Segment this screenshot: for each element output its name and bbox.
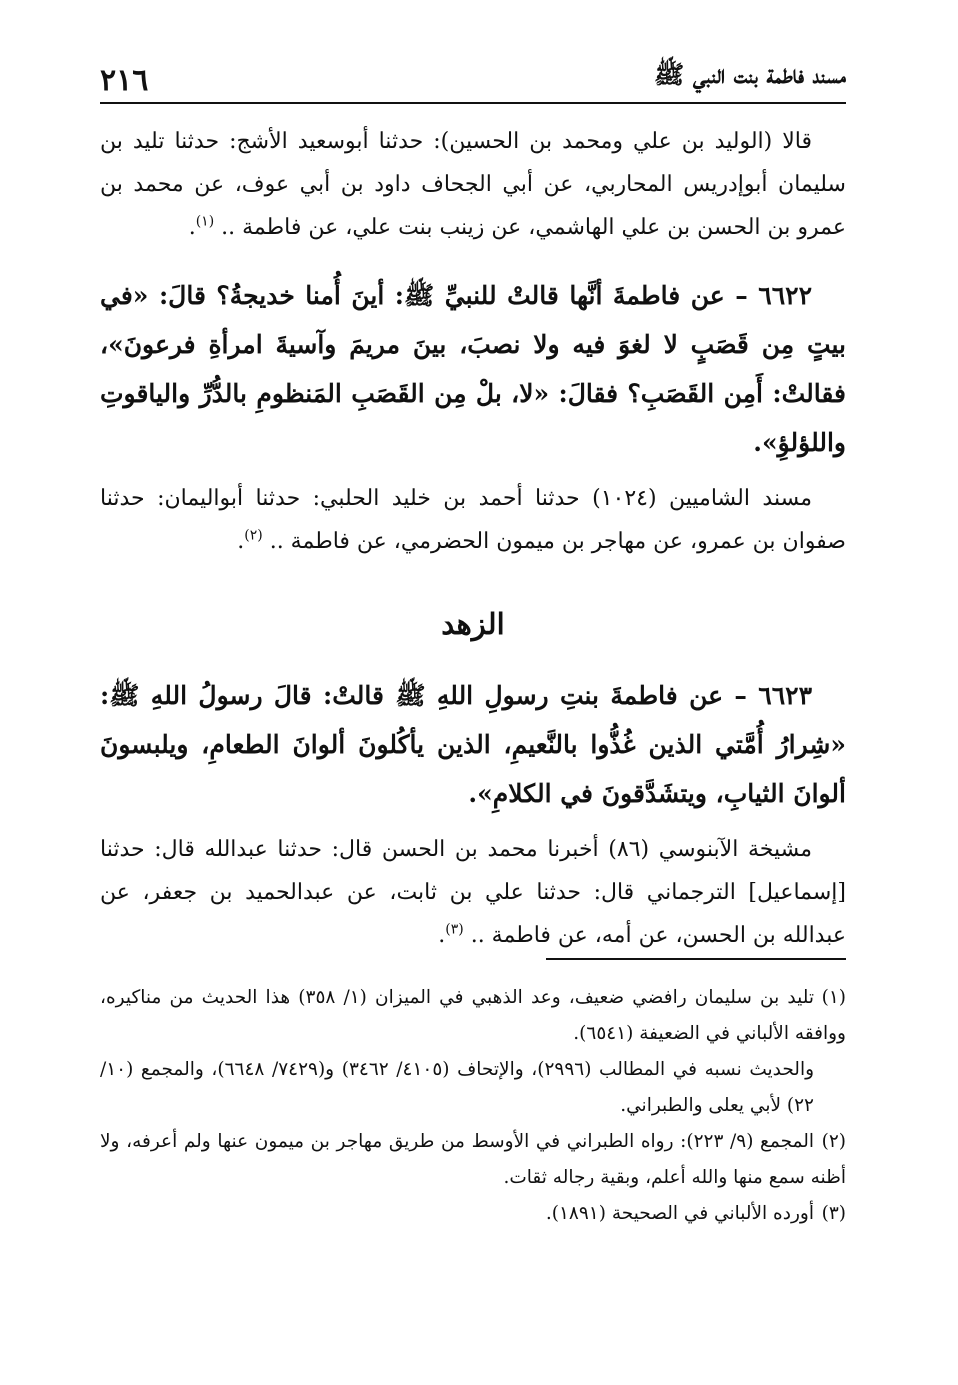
isnad-paragraph-6623 bbox=[100, 828, 846, 957]
footnote-1-continuation: والحديث نسبه في المطالب (٢٩٩٦)، والإتحاف (٤١٠٥/ ٣٤٦٢) و(٧٤٢٩/ ٦٦٤٨)، والمجمع (١٠/ ٢٢) لأبي يعلى والطبراني. bbox=[100, 1059, 815, 1116]
footnote-3 bbox=[100, 1196, 846, 1232]
footnotes bbox=[100, 980, 846, 1232]
hadith-6623: ٦٦٢٣ – عن فاطمةَ بنتِ رسولِ اللهِ ﷺ قالتْ: قالَ رسولُ اللهِ ﷺ: «شِرارُ أُمَّتي الذين غُذُّوا بالنَّعيمِ، الذين يأكُلونَ ألوانَ الطعامِ، ويلبسونَ ألوانَ الثيابِ، ويتشَدَّقونَ في الكلامِ». bbox=[100, 681, 846, 808]
isnad-text: مسند الشاميين (١٠٢٤) حدثنا أحمد بن خليد الحلبي: حدثنا أبواليمان: حدثنا صفوان بن عمرو، عن مهاجر بن ميمون الحضرمي، عن فاطمة .. bbox=[100, 486, 846, 554]
footnote-marker-1: (١) bbox=[195, 213, 215, 230]
hadith-6622: ٦٦٢٢ – عن فاطمةَ أنَّها قالتْ للنبيِّ ﷺ: أينَ أُمنا خديجةُ؟ قالَ: «في بيتٍ مِن قَصَبٍ لا لغوَ فيه ولا نصبَ، بينَ مريمَ وآسيةَ امرأةِ فرعونَ»، فقالتْ: أَمِن القَصَبِ؟ فقالَ: «لا، بلْ مِن القَصَبِ المَنظومِ بالدُّرِّ والياقوتِ واللؤلؤِ». bbox=[100, 281, 846, 457]
isnad-paragraph-6621 bbox=[100, 120, 846, 249]
footnote-text: أورده الألباني في الصحيحة (١٨٩١). bbox=[545, 1203, 814, 1224]
footnote-number: (١) bbox=[821, 987, 846, 1008]
footnote-1 bbox=[100, 980, 846, 1052]
footnote-marker-3: (٣) bbox=[445, 921, 464, 938]
section-heading: الزهد bbox=[441, 607, 505, 641]
page-number: ٢١٦ bbox=[100, 63, 149, 98]
footnote-marker-2: (٢) bbox=[244, 527, 263, 544]
isnad-text: مشيخة الآبنوسي (٨٦) أخبرنا محمد بن الحسن قال: حدثنا عبدالله قال: حدثنا [إسماعيل] الترجماني قال: حدثنا علي بن ثابت، عن عبدالحميد بن جعفر، عن عبدالله بن الحسن، عن أمه، عن فاطمة .. bbox=[100, 837, 846, 948]
page-header bbox=[100, 58, 846, 104]
main-text bbox=[100, 118, 846, 957]
isnad-text: قالا (الوليد بن علي ومحمد بن الحسين): حدثنا أبوسعيد الأشج: حدثنا تليد بن سليمان أبوإدريس المحاربي، عن أبي الجحاف داود بن أبي عوف، عن محمد بن عمرو بن الحسن بن علي الهاشمي، عن زينب بنت علي، عن فاطمة .. bbox=[100, 129, 846, 240]
footnote-number: (٣) bbox=[821, 1203, 846, 1224]
footnote-number: (٢) bbox=[821, 1131, 846, 1152]
isnad-paragraph-6622 bbox=[100, 477, 846, 563]
footnote-text: المجمع (٩/ ٢٢٣): رواه الطبراني في الأوسط من طريق مهاجر بن ميمون عنها ولم أعرفه، ولا أظنه سمع منها والله أعلم، وبقية رجاله ثقات. bbox=[100, 1131, 846, 1188]
period: . bbox=[237, 529, 245, 554]
footnote-separator bbox=[546, 958, 846, 960]
footnote-text: تليد بن سليمان رافضي ضعيف، وعد الذهبي في الميزان (١/ ٣٥٨) هذا الحديث من مناكيره، ووافقه الألباني في الضعيفة (٦٥٤١). bbox=[100, 987, 846, 1044]
footnote-2 bbox=[100, 1124, 846, 1196]
period: . bbox=[438, 923, 446, 948]
period: . bbox=[188, 215, 196, 240]
running-title: مسند فاطمة بنت النبي ﷺ bbox=[653, 60, 846, 89]
